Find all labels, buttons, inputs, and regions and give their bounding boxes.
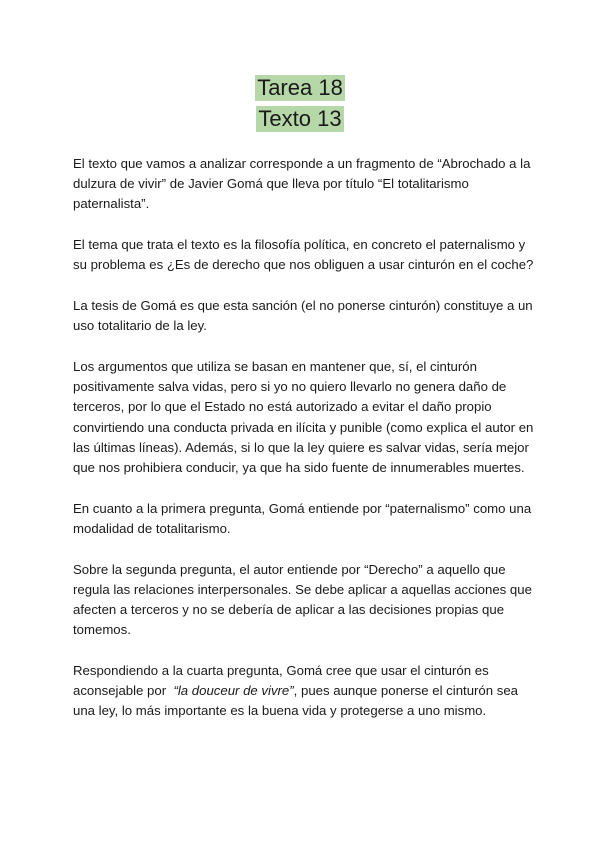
title-line-1: Tarea 18 [257, 75, 343, 100]
title-block [0, 75, 600, 137]
body-text [73, 154, 538, 742]
paragraph-question-4 [73, 661, 535, 722]
paragraph-theme-text: El tema que trata el texto es la filosofía política, en concreto el paternalismo y su problema es ¿Es de derecho que nos obliguen a usar cinturón en el coche? [73, 237, 534, 273]
paragraph-thesis [73, 296, 535, 336]
paragraph-intro [73, 154, 535, 215]
paragraph-question-4-quote: “la douceur de vivre” [173, 683, 294, 699]
paragraph-intro-text: El texto que vamos a analizar corresponde a un fragmento de “Abrochado a la dulzura de vivir” de Javier Gomá que lleva por título “El totalitarismo paternalista”. [73, 156, 535, 212]
paragraph-question-2 [73, 560, 535, 641]
paragraph-arguments [73, 357, 538, 478]
paragraph-arguments-text: Los argumentos que utiliza se basan en mantener que, sí, el cinturón positivamente salva vidas, pero si yo no quiero llevarlo no genera daño de terceros, por lo que el Estado no está autorizado a evitar el daño propio convirtiendo una conducta privada en ilícita y punible (como explica el autor en las últimas líneas). Además, si lo que la ley quiere es salvar vidas, sería mejor que nos prohibiera conducir, ya que ha sido fuente de innumerables muertes. [73, 358, 538, 475]
title-line-2: Texto 13 [258, 106, 342, 131]
paragraph-question-2-text: Sobre la segunda pregunta, el autor entiende por “Derecho” a aquello que regula las relaciones interpersonales. Se debe aplicar a aquellas acciones que afecten a terceros y no se debería de aplicar a las decisiones propias que tomemos. [73, 561, 536, 638]
paragraph-question-4-text-start: Respondiendo a la cuarta pregunta, Gomá cree que usar el cinturón es aconsejable por [73, 662, 493, 699]
paragraph-question-4-text-end: , pues aunque ponerse el cinturón sea una ley, lo más importante es la buena vida y protegerse a uno mismo. [73, 683, 522, 719]
paragraph-theme [73, 235, 535, 275]
paragraph-question-1 [73, 499, 535, 539]
paragraph-question-1-text: En cuanto a la primera pregunta, Gomá entiende por “paternalismo” como una modalidad de totalitarismo. [73, 500, 535, 536]
paragraph-thesis-text: La tesis de Gomá es que esta sanción (el no ponerse cinturón) constituye a un uso totalitario de la ley. [73, 298, 537, 334]
